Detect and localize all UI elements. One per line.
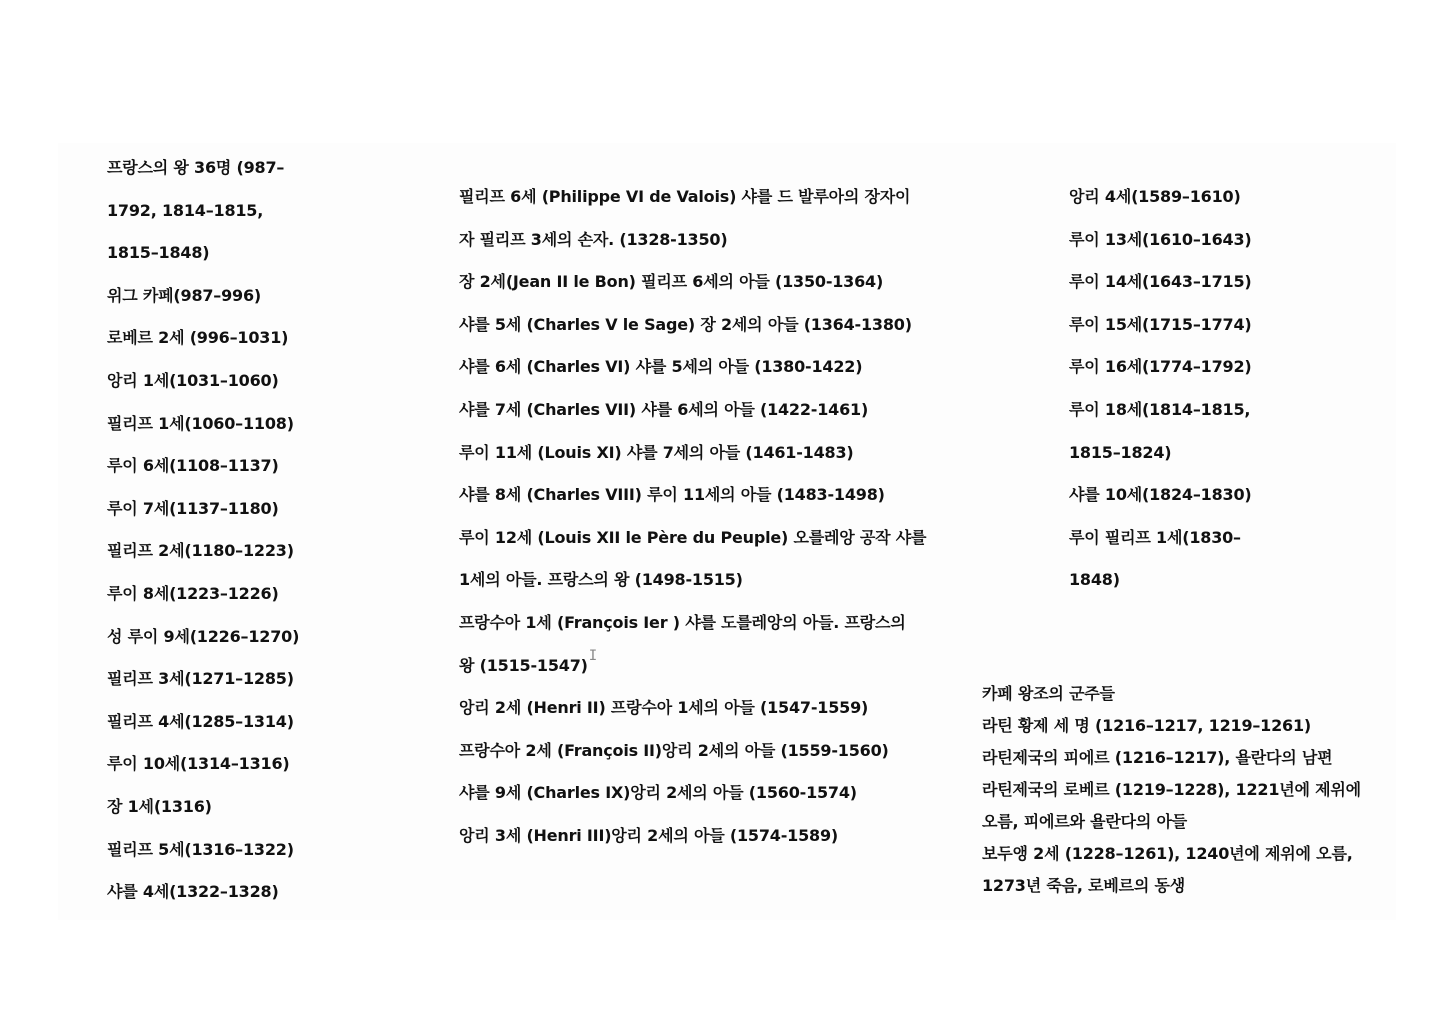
list-item: 앙리 2세 (Henri II) 프랑수아 1세의 아들 (1547-1559) [459, 698, 869, 718]
list-item: 장 1세(1316) [107, 796, 212, 816]
list-item: 프랑스의 왕 36명 (987– [107, 158, 285, 177]
list-item: 루이 필리프 1세(1830– [1069, 527, 1241, 547]
list-item: 프랑수아 2세 (François II)앙리 2세의 아들 (1559-1560) [459, 740, 889, 760]
list-item: 루이 14세(1643–1715) [1069, 272, 1252, 292]
list-item: 1273년 죽음, 로베르의 동생 [982, 876, 1186, 895]
list-item: 보두앵 2세 (1228–1261), 1240년에 제위에 오름, [982, 844, 1353, 863]
list-item: 라틴 황제 세 명 (1216–1217, 1219–1261) [982, 716, 1312, 735]
list-item: 앙리 4세(1589–1610) [1069, 187, 1241, 206]
list-item: 카페 왕조의 군주들 [982, 684, 1115, 703]
list-item: 샤를 10세(1824–1830) [1069, 485, 1252, 505]
list-item: 필리프 6세 (Philippe VI de Valois) 샤를 드 발루아의 장자이 [459, 187, 911, 206]
list-item: 루이 16세(1774–1792) [1069, 357, 1252, 377]
list-item: 1세의 아들. 프랑스의 왕 (1498-1515) [459, 570, 743, 590]
list-item: 로베르 2세 (996–1031) [107, 328, 289, 348]
list-item: 오름, 피에르와 욜란다의 아들 [982, 812, 1188, 831]
list-item: 루이 12세 (Louis XII le Père du Peuple) 오를레앙 공작 샤를 [459, 527, 927, 547]
list-item: 필리프 4세(1285–1314) [107, 711, 294, 731]
list-item: 샤를 6세 (Charles VI) 샤를 5세의 아들 (1380-1422) [459, 357, 863, 377]
list-item: 앙리 1세(1031–1060) [107, 370, 279, 390]
list-item: 루이 7세(1137–1180) [107, 498, 279, 518]
list-item: 장 2세(Jean II le Bon) 필리프 6세의 아들 (1350-1364) [459, 272, 884, 292]
list-item: 루이 6세(1108–1137) [107, 456, 279, 476]
list-item: 위그 카페(987–996) [107, 285, 262, 305]
list-item: 샤를 9세 (Charles IX)앙리 2세의 아들 (1560-1574) [459, 783, 857, 803]
list-item: 1792, 1814–1815, [107, 200, 264, 220]
list-item: 라틴제국의 피에르 (1216–1217), 욜란다의 남편 [982, 748, 1333, 767]
list-item: 루이 10세(1314–1316) [107, 754, 290, 774]
kings-list-middle [459, 183, 926, 865]
list-item: 1848) [1069, 570, 1120, 590]
list-item: 루이 11세 (Louis XI) 샤를 7세의 아들 (1461-1483) [459, 442, 854, 462]
list-item: 루이 13세(1610–1643) [1069, 229, 1252, 249]
list-item: 샤를 7세 (Charles VII) 샤를 6세의 아들 (1422-1461) [459, 399, 869, 419]
list-item: 필리프 5세(1316–1322) [107, 839, 294, 859]
list-item: 1815–1824) [1069, 442, 1172, 462]
list-item: 앙리 3세 (Henri III)앙리 2세의 아들 (1574-1589) [459, 825, 839, 845]
list-item: 프랑수아 1세 (François Ier ) 샤를 도를레앙의 아들. 프랑스의 [459, 612, 906, 632]
list-item: 필리프 1세(1060–1108) [107, 413, 294, 433]
list-item: 자 필리프 3세의 손자. (1328-1350) [459, 229, 728, 249]
list-item: 1815–1848) [107, 243, 210, 263]
list-item: 왕 (1515-1547) [459, 655, 588, 675]
list-item: 필리프 3세(1271–1285) [107, 669, 294, 689]
list-item: 루이 18세(1814–1815, [1069, 399, 1251, 419]
list-item: 루이 15세(1715–1774) [1069, 314, 1252, 334]
kings-list-right [1069, 183, 1252, 609]
latin-emperors-list [982, 680, 1361, 904]
text-cursor-icon: I [588, 648, 598, 664]
list-item: 필리프 2세(1180–1223) [107, 541, 294, 561]
list-item: 라틴제국의 로베르 (1219–1228), 1221년에 제위에 [982, 780, 1361, 799]
list-item: 성 루이 9세(1226–1270) [107, 626, 300, 646]
list-item: 샤를 8세 (Charles VIII) 루이 11세의 아들 (1483-1498) [459, 485, 885, 505]
list-item: 샤를 5세 (Charles V le Sage) 장 2세의 아들 (1364-1380) [459, 314, 912, 334]
list-item: 샤를 4세(1322–1328) [107, 882, 279, 902]
list-item: 루이 8세(1223–1226) [107, 583, 279, 603]
kings-list-left [107, 154, 299, 921]
